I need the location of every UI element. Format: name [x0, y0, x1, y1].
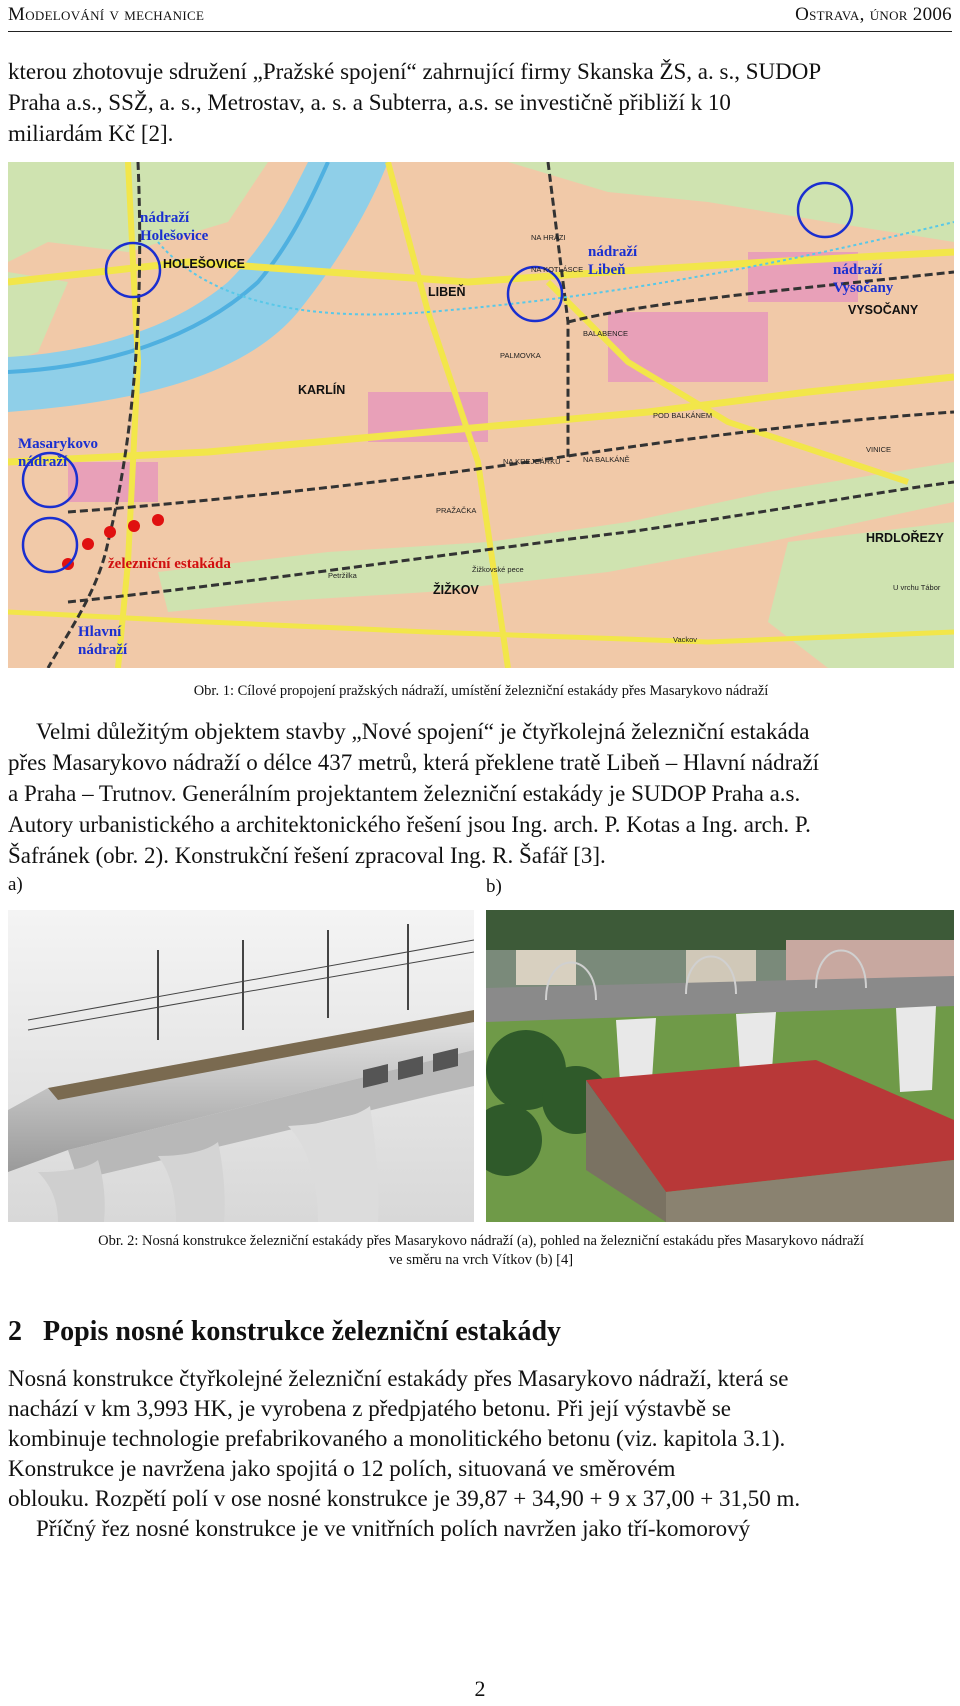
map-label: Holešovice — [140, 228, 209, 244]
viaduct-marker — [104, 526, 116, 538]
map-label: nádraží — [833, 262, 883, 278]
figure-1-caption: Obr. 1: Cílové propojení pražských nádraží, umístění železniční estakády přes Masarykovo nádraží — [193, 683, 769, 699]
map-industrial-block — [68, 462, 158, 502]
section-heading — [8, 1316, 561, 1348]
section-title: Popis nosné konstrukce železniční estakády — [43, 1316, 562, 1347]
district-label: ŽIŽKOV — [433, 583, 479, 597]
paragraph-line: Příčný řez nosné konstrukce je ve vnitřních polích navržen jako tří-komorový — [36, 1516, 751, 1541]
map-label: Libeň — [588, 262, 626, 278]
street-label: BALABENCE — [583, 329, 629, 338]
intro-line: miliardám Kč [2]. — [8, 121, 174, 146]
street-label: NA HRÁZI — [531, 233, 566, 242]
street-label: NA BALKÁNĚ — [583, 455, 630, 464]
viaduct-marker — [82, 538, 94, 550]
district-label: KARLÍN — [298, 383, 346, 397]
page-header — [8, 4, 952, 30]
figure-2a-label: a) — [8, 874, 23, 895]
street-label: PRAŽAČKA — [436, 506, 477, 515]
map-label: nádraží — [78, 642, 128, 658]
section-number: 2 — [8, 1316, 22, 1347]
viaduct-marker — [128, 520, 140, 532]
prague-map-figure — [8, 162, 954, 668]
header-rule — [8, 31, 952, 32]
paragraph-2 — [8, 716, 954, 871]
map-label: nádraží — [140, 210, 190, 226]
viaduct-landscape-drawing — [486, 910, 954, 1222]
viaduct-marker — [152, 514, 164, 526]
district-label: VYSOČANY — [848, 303, 919, 317]
map-label: nádraží — [18, 454, 68, 470]
district-label: HRDLOŘEZY — [866, 531, 944, 545]
figure-2-caption — [8, 1232, 954, 1270]
street-label: NA KREJCÁRKU — [503, 457, 561, 466]
paragraph-line: Autory urbanistického a architektonického řešení jsou Ing. arch. P. Kotas a Ing. arch. P. — [8, 812, 811, 837]
street-label: Vackov — [673, 635, 698, 644]
building — [686, 950, 756, 985]
street-label: NA KOTLÁSCE — [531, 265, 584, 274]
street-label: PALMOVKA — [500, 351, 541, 360]
paragraph-3 — [8, 1364, 954, 1544]
caption-line: ve směru na vrch Vítkov (b) [4] — [388, 1252, 574, 1268]
figure-2b-viaduct-view — [486, 910, 954, 1222]
paragraph-line: Velmi důležitým objektem stavby „Nové spojení“ je čtyřkolejná železniční estakáda — [36, 719, 810, 744]
prague-map — [8, 162, 954, 668]
header-right: Ostrava, únor 2006 — [795, 4, 952, 25]
caption-line: Obr. 2: Nosná konstrukce železniční estakády přes Masarykovo nádraží (a), pohled na železniční estakádu přes Masarykovo nádraží — [98, 1233, 864, 1249]
district-label: LIBEŇ — [428, 285, 466, 299]
intro-line: kterou zhotovuje sdružení „Pražské spojení“ zahrnující firmy Skanska ŽS, a. s., SUDOP — [8, 59, 822, 84]
map-label: nádraží — [588, 244, 638, 260]
street-label: Žižkovské pece — [472, 565, 524, 574]
paragraph-line: Nosná konstrukce čtyřkolejné železniční estakády přes Masarykovo nádraží, která se — [8, 1366, 789, 1391]
street-label: VINICE — [866, 445, 892, 454]
paragraph-line: nachází v km 3,993 HK, je vyrobena z předpjatého betonu. Při její výstavbě se — [8, 1396, 732, 1421]
map-label: Vysočany — [833, 280, 894, 296]
figure-2b-label: b) — [486, 876, 502, 897]
street-label: Petržilka — [328, 571, 357, 580]
viaduct-label: železniční estakáda — [108, 556, 231, 572]
intro-paragraph — [8, 56, 954, 149]
paragraph-line: Konstrukce je navržena jako spojitá o 12 polích, situovaná ve směrovém — [8, 1456, 676, 1481]
street-label: U vrchu Tábor — [893, 583, 941, 592]
paragraph-line: oblouku. Rozpětí polí v ose nosné konstrukce je 39,87 + 34,90 + 9 x 37,00 + 31,50 m. — [8, 1486, 801, 1511]
intro-line: Praha a.s., SSŽ, a. s., Metrostav, a. s. a Subterra, a.s. se investičně přibliží k 10 — [8, 90, 731, 115]
figure-2a-viaduct-render — [8, 910, 474, 1222]
street-label: POD BALKÁNEM — [653, 411, 713, 420]
paragraph-line: přes Masarykovo nádraží o délce 437 metrů, která překlene tratě Libeň – Hlavní nádraží — [8, 750, 820, 775]
header-left: Modelování v mechanice — [8, 4, 205, 25]
paragraph-line: a Praha – Trutnov. Generálním projektantem železniční estakády je SUDOP Praha a.s. — [8, 781, 801, 806]
district-label: HOLEŠOVICE — [163, 257, 245, 271]
paragraph-line: kombinuje technologie prefabrikovaného a monolitického betonu (viz. kapitola 3.1). — [8, 1426, 786, 1451]
paragraph-line: Šafránek (obr. 2). Konstrukční řešení zpracoval Ing. R. Šafář [3]. — [8, 843, 606, 868]
map-label: Hlavní — [78, 624, 122, 640]
page-number: 2 — [474, 1676, 486, 1701]
map-industrial-block — [608, 312, 768, 382]
building — [516, 950, 576, 985]
map-label: Masarykovo — [18, 436, 98, 452]
viaduct-structure-drawing — [8, 910, 474, 1222]
